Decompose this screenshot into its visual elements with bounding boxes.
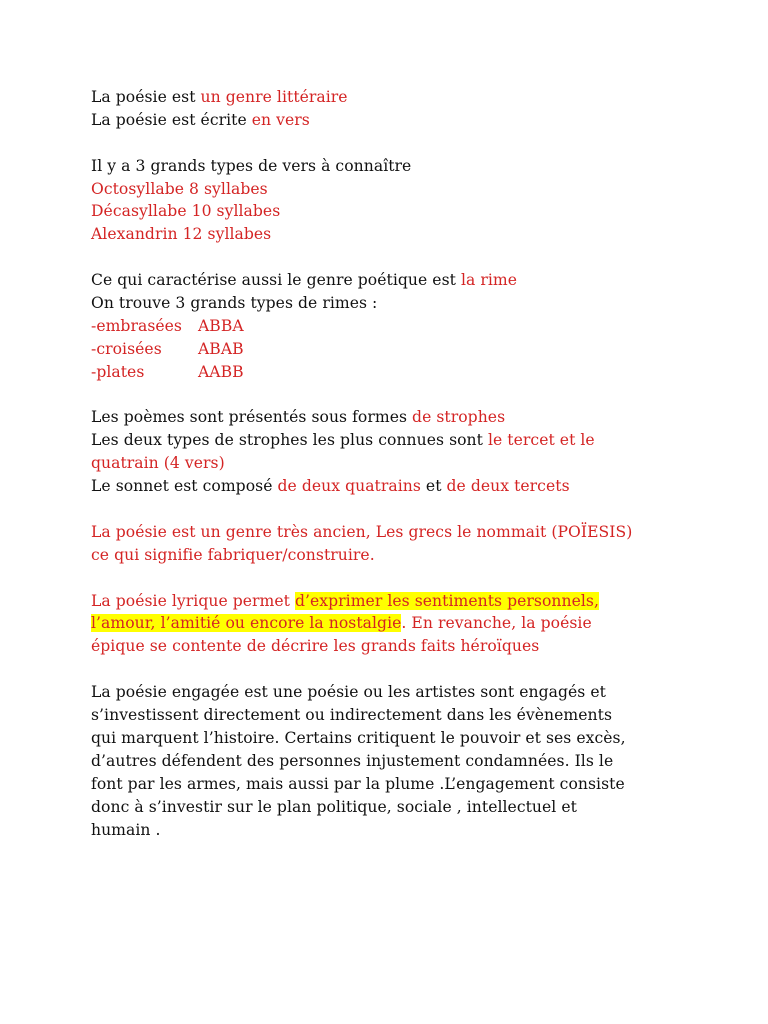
engagee-line-6: donc à s’investir sur le plan politique, sociale , intellectuel et (91, 797, 577, 816)
rime-text: Ce qui caractérise aussi le genre poétique est (91, 271, 461, 290)
rime-name: -embrasées (91, 316, 182, 335)
intro-text: La poésie est écrite (91, 110, 252, 129)
histoire-line-2: ce qui signifie fabriquer/construire. (91, 545, 375, 564)
strophes-text: Les deux types de strophes les plus connues sont (91, 431, 488, 450)
sonnet-text: Le sonnet est composé (91, 477, 278, 496)
lyrique-text: . En revanche, la poésie (401, 614, 592, 633)
strophes-text: Les poèmes sont présentés sous formes (91, 408, 413, 427)
vers-item-alexandrin: Alexandrin 12 syllabes (91, 225, 272, 244)
rime-pattern: ABBA (198, 316, 244, 335)
emphasis-text: de deux quatrains (277, 477, 421, 496)
strophes-types-continuation: quatrain (4 vers) (91, 454, 225, 473)
lyrique-line-1 (91, 590, 691, 613)
emphasis-text: en vers (251, 110, 310, 129)
sonnet-line (91, 475, 691, 498)
lyrique-line-3: épique se contente de décrire les grands faits héroïques (91, 637, 540, 656)
rime-item-plates (91, 361, 691, 384)
engagee-line-3: qui marquent l’histoire. Certains critiquent le pouvoir et ses excès, (91, 728, 626, 747)
spacer (91, 246, 691, 269)
emphasis-text: de strophes (412, 408, 506, 427)
emphasis-text: la rime (460, 271, 518, 290)
emphasis-text: un genre littéraire (200, 88, 348, 106)
vers-item-decasyllabe: Décasyllabe 10 syllabes (91, 202, 281, 221)
lyrique-text: La poésie lyrique permet (91, 591, 295, 610)
sonnet-text: et (420, 477, 447, 496)
emphasis-text: le tercet et le (487, 431, 595, 450)
rime-item-croisees (91, 338, 691, 361)
spacer (91, 132, 691, 155)
engagee-line-7: humain . (91, 820, 161, 839)
rime-pattern: ABAB (198, 339, 244, 358)
document-page (91, 86, 691, 841)
engagee-line-5: font par les armes, mais aussi par la plume .L’engagement consiste (91, 774, 625, 793)
rime-pattern: AABB (198, 362, 244, 381)
histoire-line-1: La poésie est un genre très ancien, Les grecs le nommait (POÏESIS) (91, 522, 633, 541)
intro-line-genre (91, 86, 691, 109)
highlighted-text: d’exprimer les sentiments personnels, (294, 591, 599, 610)
emphasis-text: de deux tercets (446, 477, 570, 496)
vers-item-octosyllabe: Octosyllabe 8 syllabes (91, 179, 268, 198)
rime-line (91, 269, 691, 292)
spacer (91, 567, 691, 590)
highlighted-text: l’amour, l’amitié ou encore la nostalgie (91, 614, 402, 633)
lyrique-line-2 (91, 612, 691, 635)
spacer (91, 384, 691, 407)
strophes-types-line (91, 429, 691, 452)
engagee-line-2: s’investissent directement ou indirectement dans les évènements (91, 706, 612, 725)
rimes-heading: On trouve 3 grands types de rimes : (91, 294, 378, 313)
rime-item-embrasees (91, 315, 691, 338)
rime-name: -croisées (91, 339, 162, 358)
vers-heading: Il y a 3 grands types de vers à connaître (91, 156, 412, 175)
spacer (91, 498, 691, 521)
spacer (91, 658, 691, 681)
engagee-line-1: La poésie engagée est une poésie ou les artistes sont engagés et (91, 683, 606, 702)
intro-line-vers (91, 109, 691, 132)
strophes-line (91, 406, 691, 429)
intro-text: La poésie est (91, 88, 201, 106)
rime-name: -plates (91, 362, 145, 381)
engagee-line-4: d’autres défendent des personnes injustement condamnées. Ils le (91, 751, 614, 770)
